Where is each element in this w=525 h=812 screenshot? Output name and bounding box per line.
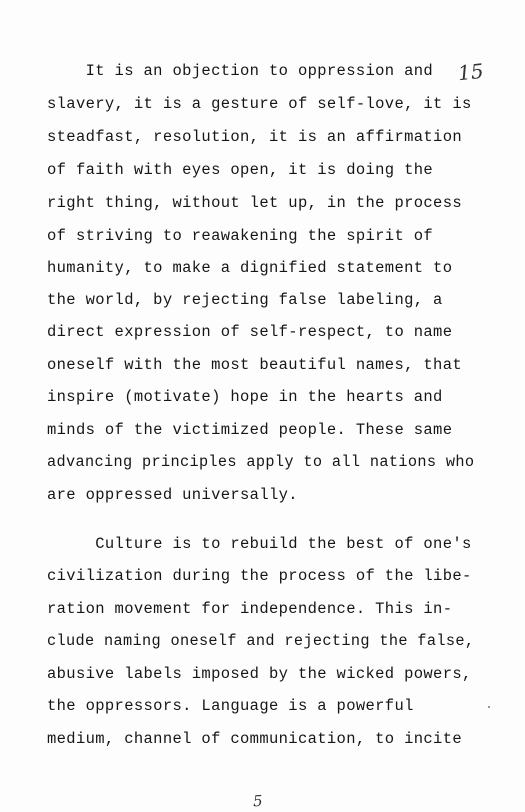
text-line: clude naming oneself and rejecting the false, (47, 632, 475, 650)
text-line: the oppressors. Language is a powerful (47, 697, 414, 715)
text-line: direct expression of self-respect, to name (47, 323, 453, 341)
text-line: of faith with eyes open, it is doing the (47, 161, 434, 179)
text-line: inspire (motivate) hope in the hearts and (47, 388, 443, 406)
text-line: advancing principles apply to all nations who (47, 453, 475, 471)
text-line: civilization during the process of the libe- (47, 567, 472, 585)
text-line: the world, by rejecting false labeling, a (47, 291, 443, 309)
handwritten-page-number: 15 (456, 58, 485, 86)
text-line: are oppressed universally. (47, 486, 298, 504)
text-line: It is an objection to oppression and (47, 62, 434, 80)
scan-speck (488, 706, 490, 708)
page-footer-number: 5 (252, 791, 264, 811)
text-line: minds of the victimized people. These same (47, 421, 453, 439)
text-line: Culture is to rebuild the best of one's (47, 535, 472, 553)
text-line: right thing, without let up, in the process (47, 194, 463, 212)
text-line: abusive labels imposed by the wicked powers, (47, 665, 472, 683)
text-line: oneself with the most beautiful names, that (47, 356, 463, 374)
text-line: of striving to reawakening the spirit of (47, 227, 434, 245)
text-line: medium, channel of communication, to incite (47, 730, 463, 748)
text-line: slavery, it is a gesture of self-love, it is (47, 95, 472, 113)
text-line: ration movement for independence. This in- (47, 600, 453, 618)
text-line: steadfast, resolution, it is an affirmation (47, 128, 463, 146)
text-line: humanity, to make a dignified statement to (47, 259, 453, 277)
